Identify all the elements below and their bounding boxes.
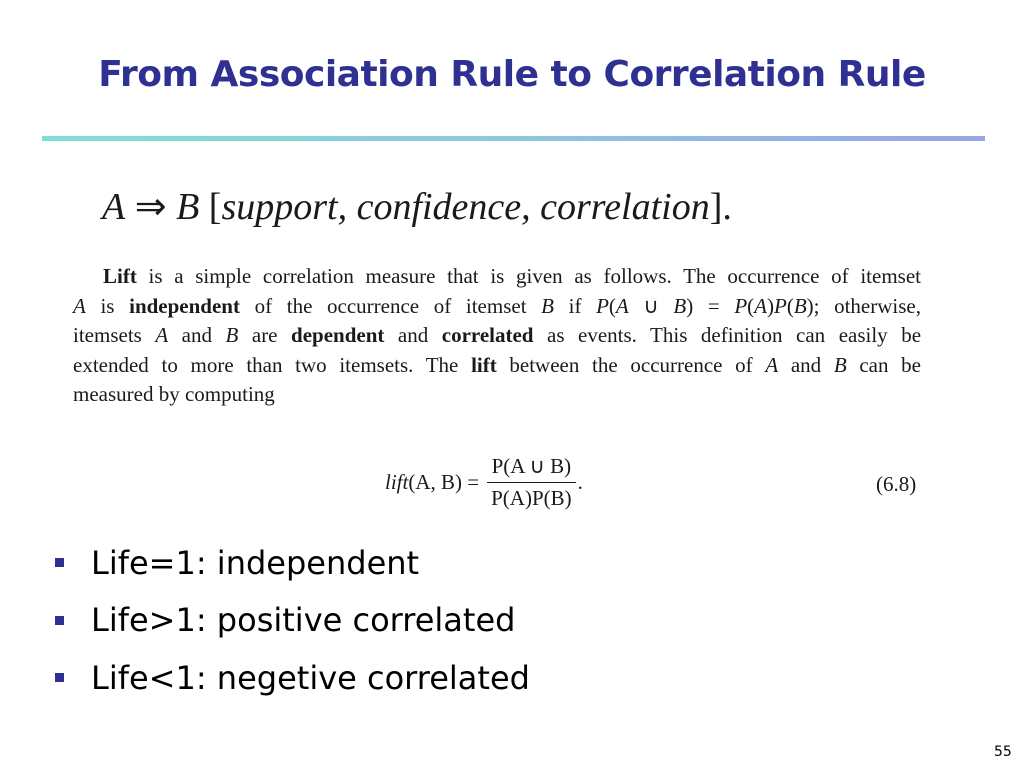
excerpt-text-run: is a simple correlation measure that is given as follows. The occurrence of itemset xyxy=(136,264,921,288)
excerpt-text-run: ) = xyxy=(686,293,735,318)
rule-rhs: B xyxy=(176,186,200,228)
excerpt-text-run: ( xyxy=(747,293,755,318)
excerpt-text-run: and xyxy=(168,323,226,347)
lift-numerator: P(A ∪ B) xyxy=(491,454,572,478)
slide-title: From Association Rule to Correlation Rule xyxy=(98,54,926,95)
excerpt-text-run: ); otherwise, xyxy=(806,293,921,318)
excerpt-text-run: are xyxy=(238,323,292,347)
rule-measures: support, confidence, correlation xyxy=(221,186,710,228)
square-bullet-icon xyxy=(55,673,64,682)
excerpt-text-run: A xyxy=(765,352,779,377)
bullet-text: Life<1: negetive correlated xyxy=(91,658,530,697)
excerpt-line xyxy=(73,351,921,381)
excerpt-text-run: P xyxy=(734,293,748,318)
excerpt-line xyxy=(73,292,921,322)
excerpt-text-run: A xyxy=(155,323,169,347)
lift-fraction xyxy=(487,454,576,511)
implies-arrow: ⇒ xyxy=(134,186,167,228)
excerpt-text-run: B xyxy=(225,323,239,347)
excerpt-text-run: B xyxy=(541,293,554,318)
excerpt-text-run: B xyxy=(793,293,807,318)
excerpt-text-run: is xyxy=(85,293,130,318)
lift-func-name: lift xyxy=(385,470,409,494)
square-bullet-icon xyxy=(55,616,64,625)
square-bullet-icon xyxy=(55,558,64,567)
bullet-item xyxy=(55,534,530,592)
excerpt-text-run: P xyxy=(773,293,787,318)
excerpt-line xyxy=(73,380,921,410)
lift-denominator: P(A)P(B) xyxy=(491,486,572,510)
bullet-item xyxy=(55,649,530,707)
equation-number: (6.8) xyxy=(876,472,917,496)
excerpt-text-run: ) xyxy=(766,293,774,318)
excerpt-text-run: of the occurrence of itemset xyxy=(239,293,542,318)
rule-formula xyxy=(102,184,732,229)
rule-lhs: A xyxy=(102,186,126,228)
excerpt-text-run: ( xyxy=(786,293,794,318)
excerpt-text-run: ∪ xyxy=(628,293,674,318)
title-divider xyxy=(42,136,985,141)
bullet-item xyxy=(55,592,530,650)
page-number: 55 xyxy=(994,744,1012,760)
excerpt-text-run: between the occurrence of xyxy=(496,352,766,377)
bullet-list xyxy=(55,534,530,707)
bullet-text: Life>1: positive correlated xyxy=(91,601,516,640)
lift-equation xyxy=(385,454,583,511)
excerpt-text-run: A xyxy=(615,293,629,318)
excerpt-text-run: B xyxy=(833,352,847,377)
excerpt-text-run: extended to more than two itemsets. The xyxy=(73,352,472,377)
excerpt-text-run: independent xyxy=(129,293,240,318)
bracket-close: ]. xyxy=(709,186,732,228)
lift-period: . xyxy=(577,470,583,494)
excerpt-text-run: can be xyxy=(846,352,921,377)
excerpt-line xyxy=(73,321,921,351)
excerpt-text-run: B xyxy=(673,293,687,318)
excerpt-text-run: lift xyxy=(471,352,497,377)
excerpt-text-run: Lift xyxy=(103,264,137,288)
excerpt-text-run: and xyxy=(384,323,442,347)
excerpt-text-run: itemsets xyxy=(73,323,156,347)
excerpt-text-run: if xyxy=(554,293,597,318)
excerpt-text-run: A xyxy=(73,293,86,318)
excerpt-line xyxy=(73,262,921,292)
lift-func-args: (A, B) = xyxy=(408,470,480,494)
excerpt-text-run: dependent xyxy=(291,323,385,347)
excerpt-text-run: correlated xyxy=(441,323,534,347)
excerpt-text-run: and xyxy=(778,352,834,377)
excerpt-text-run: A xyxy=(754,293,767,318)
bracket-open: [ xyxy=(208,186,222,228)
excerpt-text-run: ( xyxy=(608,293,616,318)
textbook-excerpt xyxy=(73,262,921,410)
excerpt-text-run: as events. This definition can easily be xyxy=(533,323,922,347)
excerpt-text-run: P xyxy=(596,293,609,318)
bullet-text: Life=1: independent xyxy=(91,543,420,582)
excerpt-text-run: measured by computing xyxy=(73,382,275,406)
